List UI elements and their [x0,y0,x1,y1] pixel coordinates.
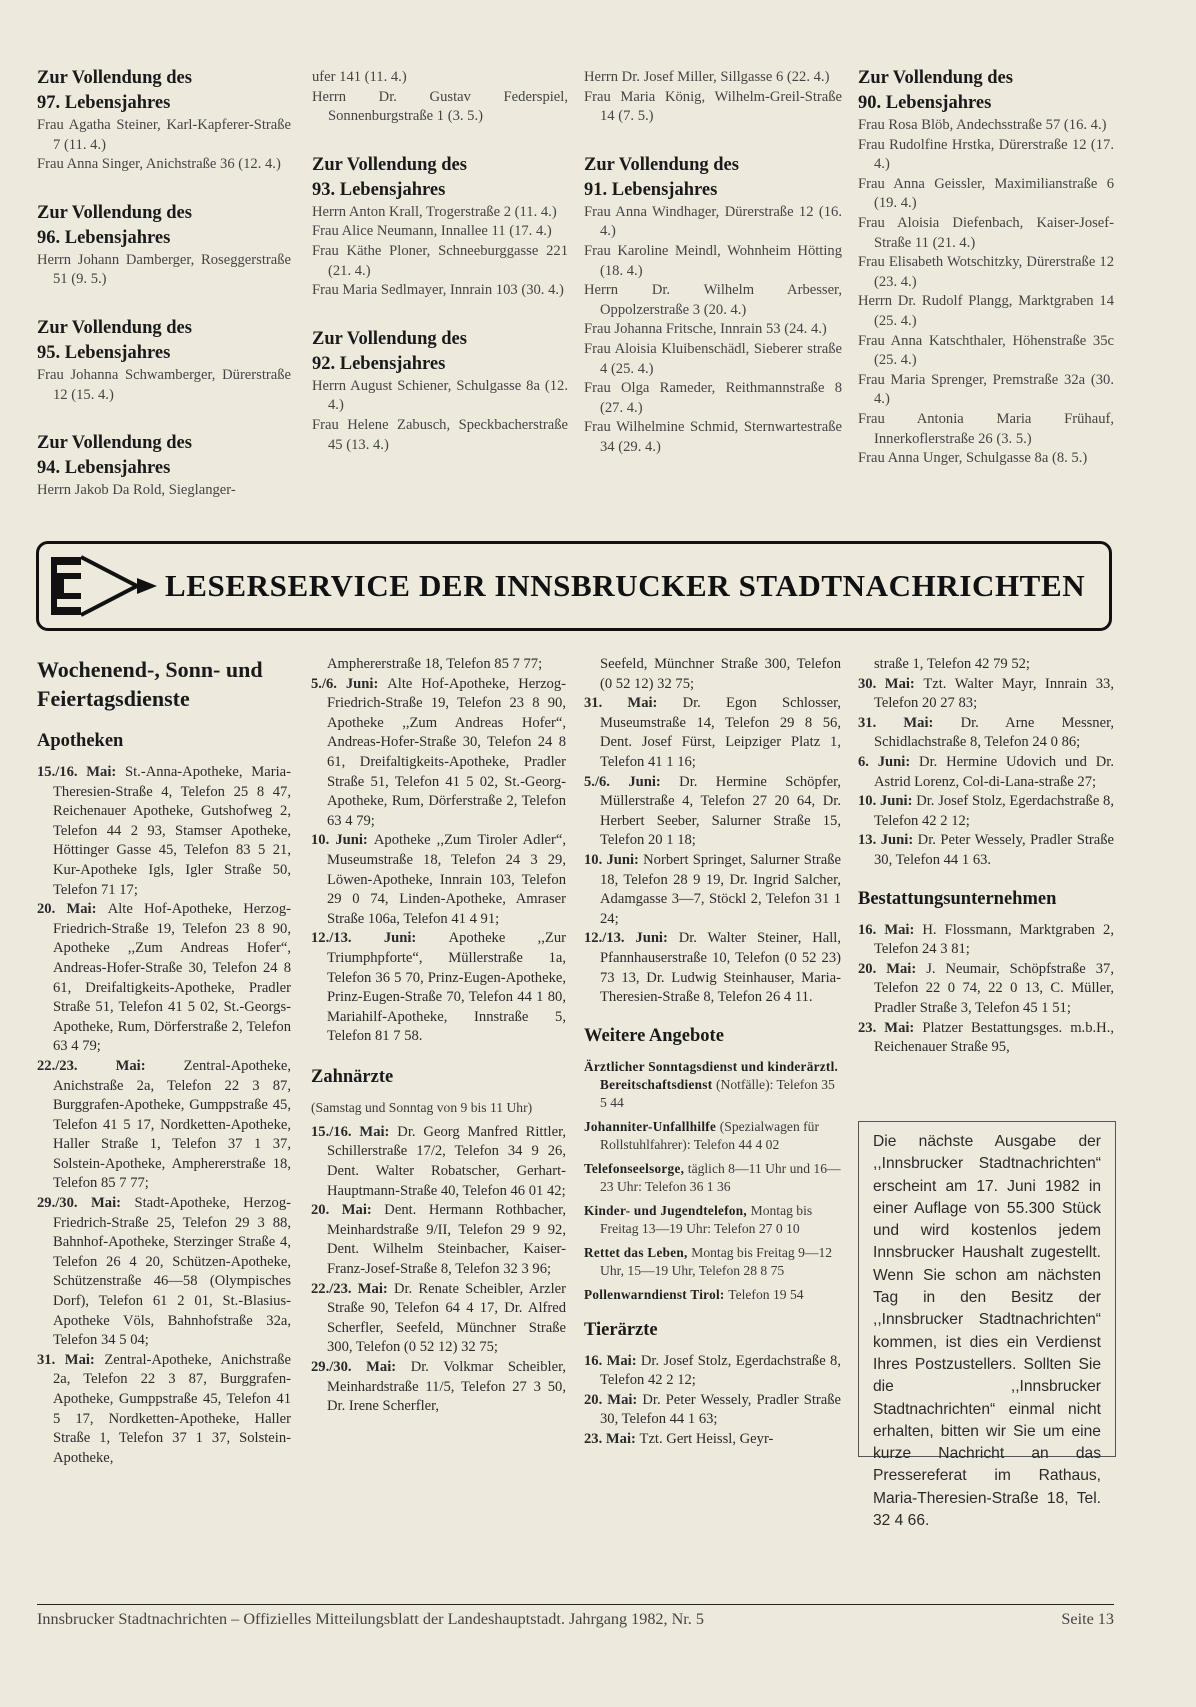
service-entry [584,655,841,694]
bestattung-heading: Bestattungsunternehmen [858,888,1057,909]
service-entry-date: 10. Juni: [584,851,644,868]
birthday-entry: Herrn Dr. Josef Miller, Sillgasse 6 (22. 4.) [584,69,830,85]
birthday-section [584,68,842,127]
weitere-angebote-heading: Weitere Angebote [584,1025,724,1046]
birthday-section [312,153,568,301]
service-entry [858,714,1114,753]
service-entry-text: Apotheke ,,Zum Tiroler Adler“, Museumstraße 18, Telefon 24 3 29, Löwen-Apotheke, Innrain 103, Telefon 29 0 74, Linden-Apotheke, Amraser Straße 106a, Telefon 41 4 91; [327,832,566,927]
birthday-entry: ufer 141 (11. 4.) [312,69,407,85]
weitere-angebot-text: (Notfälle): Telefon 35 5 44 [600,1076,835,1110]
birthday-entry: Herrn Anton Krall, Trogerstraße 2 (11. 4.) [312,203,557,220]
weitere-angebot-title: Ärztlicher Sonntagsdienst und kinderärztl. Bereitschaftsdienst [584,1058,839,1092]
service-entry [584,773,841,851]
service-entry-text: Norbert Springet, Salurner Straße 18, Telefon 28 9 19, Dr. Ingrid Salcher, Adamgasse 3—7, Stöckl 2, Telefon 31 1 24; [600,851,842,927]
next-issue-info-box: Die nächste Ausgabe der ,,Innsbrucker Stadtnachrichten“ erscheint am 17. Juni 1982 in einer Auflage von 55.300 Stück und wird kostenlos jedem Innsbrucker Haushalt zugestellt. Wenn Sie schon am nächsten Tag in den Besitz der ,,Innsbrucker Stadtnachrichten“ kommen, ist dies ein Verdienst Ihres Postzustellers. Sollten Sie die ,,Innsbrucker Stadtnachrichten“ einmal nicht erhalten, bitten wir Sie um eine kurze Nachricht an das Pressereferat im Rathaus, Maria-Theresien-Straße 18, Tel. 32 4 66. [858,1121,1116,1457]
service-entry [584,1391,841,1430]
service-entry [858,960,1114,1019]
service-entry [584,929,841,1007]
birthday-section-title: Zur Vollendung des 92. Lebensjahres [312,328,467,374]
weitere-angebot-title: Telefonseelsorge, [584,1160,688,1176]
birthday-entry: Frau Anna Unger, Schulgasse 8a (8. 5.) [858,450,1088,467]
service-entry-date: 20. Mai: [584,1391,643,1408]
birthday-entry: Herrn Dr. Wilhelm Arbesser, Oppolzerstraße 3 (20. 4.) [584,282,842,318]
birthday-entry: Frau Maria König, Wilhelm-Greil-Straße 14 (7. 5.) [584,88,842,125]
zahnaerzte-list-2 [584,655,841,1008]
service-entry-date: 6. Juni: [858,753,920,770]
weitere-angebot-entry [584,1160,841,1196]
service-entry-text: Dr. Arne Messner, Schidlachstraße 8, Telefon 24 0 86; [874,714,1115,751]
service-entry [584,694,841,772]
service-entry-date: 31. Mai: [858,714,961,731]
tieraerzte-list-1 [584,1352,841,1450]
weitere-angebot-text: täglich 8—11 Uhr und 16—23 Uhr: Telefon 36 1 36 [600,1160,841,1194]
birthday-section-title: Zur Vollendung des 90. Lebensjahres [858,68,1013,113]
service-entry-date: 22./23. Mai: [311,1280,394,1297]
birthday-column-4 [858,66,1114,469]
birthday-entry: Frau Anna Geissler, Maximilianstraße 6 (19. 4.) [858,175,1114,212]
services-column-3 [584,655,841,1450]
birthday-section [312,327,568,455]
service-entry [311,655,566,675]
birthday-column-2 [312,68,568,455]
service-entry-text: Dr. Hermine Schöpfer, Müllerstraße 4, Telefon 27 20 64, Dr. Herbert Seeber, Salurner Straße 15, Telefon 20 1 18; [600,773,841,849]
services-column-2 [311,655,566,1417]
birthday-section [37,316,291,405]
weitere-angebot-text: Montag bis Freitag 13—19 Uhr: Telefon 27 0 10 [600,1202,813,1236]
service-entry-date: 29./30. Mai: [37,1195,135,1212]
birthday-section-title: Zur Vollendung des 91. Lebensjahres [584,154,739,200]
birthday-entry: Frau Alice Neumann, Innallee 11 (17. 4.) [312,223,552,240]
weitere-angebot-text: Montag bis Freitag 9—12 Uhr, 15—19 Uhr, Telefon 28 8 75 [600,1244,833,1278]
service-entry-text: Dr. Georg Manfred Rittler, Schillerstraße 17/2, Telefon 34 9 26, Dent. Walter Robatscher, Gerhart-Hauptmann-Straße 40, Telefon 46 01 42; [327,1123,566,1199]
service-entry-text: Dr. Volkmar Scheibler, Meinhardstraße 11/5, Telefon 27 3 50, Dr. Irene Scherfler, [327,1359,566,1415]
service-entry [311,929,566,1047]
birthday-entry: Frau Maria Sedlmayer, Innrain 103 (30. 4.) [312,282,564,299]
footer-page-number: Seite 13 [1061,1610,1114,1628]
birthday-entry: Frau Olga Rameder, Reithmannstraße 8 (27. 4.) [584,380,842,416]
service-entry-date: 22./23. Mai: [37,1057,184,1074]
banner-title: LESERSERVICE DER INNSBRUCKER STADTNACHRICHTEN [165,568,1086,603]
weitere-angebot-title: Johanniter-Unfallhilfe [584,1118,720,1134]
service-entry-text: Tzt. Gert Heissl, Geyr- [639,1431,774,1448]
service-entry-text: Dr. Peter Wessely, Pradler Straße 30, Telefon 44 1 63; [600,1391,842,1428]
leserservice-banner [36,541,1112,631]
service-entry [858,792,1114,831]
service-entry [37,900,291,1057]
service-entry [858,655,1114,675]
service-entry [858,831,1114,870]
birthday-section [584,153,842,458]
service-entry-text: Dent. Hermann Rothbacher, Meinhardstraße 9/II, Telefon 29 9 92, Dent. Wilhelm Steinbacher, Kaiser-Franz-Josef-Straße 8, Telefon 32 3 96; [327,1202,566,1278]
birthday-entry: Herrn Dr. Gustav Federspiel, Sonnenburgstraße 1 (3. 5.) [312,88,568,125]
birthday-entry: Frau Anna Singer, Anichstraße 36 (12. 4.) [37,156,281,173]
service-entry-text: Dr. Peter Wessely, Pradler Straße 30, Telefon 44 1 63. [874,832,1114,868]
service-entry [37,1351,291,1469]
weitere-angebot-text: Telefon 19 54 [728,1286,804,1302]
service-entry [37,763,291,900]
service-entry [584,1352,841,1391]
service-entry [311,1123,566,1201]
birthday-section [37,431,291,501]
service-entry-text: Amphererstraße 18, Telefon 85 7 77; [327,656,543,672]
weitere-angebot-entry [584,1202,841,1238]
birthday-entry: Herrn August Schiener, Schulgasse 8a (12. 4.) [312,377,568,414]
birthday-entry: Frau Wilhelmine Schmid, Sternwartestraße 34 (29. 4.) [584,419,842,455]
birthday-entry: Frau Antonia Maria Frühauf, Innerkoflerstraße 26 (3. 5.) [858,410,1114,447]
weitere-angebot-title: Kinder- und Jugendtelefon, [584,1202,751,1218]
service-entry-date: 5./6. Juni: [311,675,388,692]
service-entry [311,1280,566,1358]
service-entry-text: Tzt. Walter Mayr, Innrain 33, Telefon 20 27 83; [874,675,1114,712]
birthday-column-3 [584,68,842,458]
service-entry-date: 10. Juni: [311,832,374,849]
service-entry [311,1358,566,1417]
service-entry-date: 5./6. Juni: [584,773,680,790]
apotheken-heading: Apotheken [37,731,124,751]
tieraerzte-list-2 [858,655,1114,871]
birthday-section [37,201,291,290]
birthday-entry: Frau Maria Sprenger, Premstraße 32a (30. 4.) [858,371,1114,408]
service-entry [858,753,1114,792]
service-entry-date: 31. Mai: [37,1351,105,1368]
birthday-entry: Frau Rudolfine Hrstka, Dürerstraße 12 (17. 4.) [858,136,1114,173]
birthday-entry: Frau Käthe Ploner, Schneeburggasse 221 (21. 4.) [312,242,568,279]
birthday-section-title: Zur Vollendung des 95. Lebensjahres [37,317,192,363]
service-entry-date: 31. Mai: [584,695,683,712]
birthday-entry: Frau Rosa Blöb, Andechsstraße 57 (16. 4.) [858,117,1107,133]
service-entry-text: Dr. Josef Stolz, Egerdachstraße 8, Telefon 42 2 12; [600,1352,841,1389]
service-entry-date: 12./13. Juni: [584,930,679,947]
service-entry-text: Apotheke ,,Zur Triumphpforte“, Müllerstraße 1a, Telefon 36 5 70, Prinz-Eugen-Apotheke, Prinz-Eugen-Straße 70, Telefon 44 1 80, Mariahilf-Apotheke, Innstraße 5, Telefon 81 7 58. [327,930,566,1045]
service-entry-date: 20. Mai: [858,960,927,977]
service-entry-date: 20. Mai: [311,1202,385,1219]
birthday-entry: Frau Elisabeth Wotschitzky, Dürerstraße 12 (23. 4.) [858,254,1114,290]
service-entry-date: 12./13. Juni: [311,930,449,947]
birthday-entry: Herrn Jakob Da Rold, Sieglanger- [37,482,236,499]
services-column-4 [858,655,1114,1058]
birthday-entry: Frau Johanna Schwamberger, Dürerstraße 12 (15. 4.) [37,366,291,403]
birthday-entry: Frau Karoline Meindl, Wohnheim Hötting (18. 4.) [584,242,842,279]
tieraerzte-heading: Tierärzte [584,1319,658,1340]
service-entry [584,851,841,929]
zahnaerzte-list-1 [311,1123,566,1417]
zahnaerzte-note: (Samstag und Sonntag von 9 bis 11 Uhr) [311,1099,533,1115]
stadtnachrichten-logo-icon [45,549,163,623]
birthday-entry: Frau Agatha Steiner, Karl-Kapferer-Straße 7 (11. 4.) [37,117,291,153]
birthday-column-1 [37,66,291,501]
service-entry-text: Dr. Josef Stolz, Egerdachstraße 8, Telefon 42 2 12; [874,793,1114,829]
service-entry-text: Seefeld, Münchner Straße 300, Telefon (0 52 12) 32 75; [600,656,841,692]
birthday-entry: Frau Aloisia Kluibenschädl, Sieberer straße 4 (25. 4.) [584,340,842,377]
service-entry-text: Zentral-Apotheke, Anichstraße 2a, Telefon 22 3 87, Burggrafen-Apotheke, Gumppstraße 45, Telefon 41 5 17, Nordketten-Apotheke, Haller Straße 1, Telefon 37 1 37, Solstein-Apotheke, [53,1351,292,1466]
birthday-entry: Frau Johanna Fritsche, Innrain 53 (24. 4.) [584,321,827,338]
service-entry-text: J. Neumair, Schöpfstraße 37, Telefon 22 0 74, 22 0 13, C. Müller, Pradler Straße 3, Telefon 45 1 51; [874,960,1114,1016]
service-entry [584,1430,841,1450]
birthday-entry: Herrn Johann Damberger, Roseggerstraße 51 (9. 5.) [37,251,291,288]
service-entry-date: 20. Mai: [37,901,108,918]
service-entry-text: H. Flossmann, Marktgraben 2, Telefon 24 3 81; [874,921,1114,958]
service-entry-text: Dr. Egon Schlosser, Museumstraße 14, Telefon 29 8 56, Dent. Josef Fürst, Leipziger Platz 1, Telefon 41 1 16; [600,695,841,770]
birthday-section [312,68,568,127]
weitere-angebot-entry [584,1244,841,1280]
service-entry-text: Alte Hof-Apotheke, Herzog-Friedrich-Straße 19, Telefon 23 8 90, Apotheke ,,Zum Andreas Hofer“, Andreas-Hofer-Straße 30, Telefon 24 8 61, Dreifaltigkeits-Apotheke, Pradler Straße 51, Telefon 41 5 02, St.-Georg-Apotheke, Rum, Dörferstraße 2, Telefon 63 4 79; [327,675,567,829]
weitere-angebot-entry [584,1058,841,1112]
service-entry [858,921,1114,960]
service-entry [311,675,566,832]
birthday-entry: Frau Anna Katschthaler, Höhenstraße 35c (25. 4.) [858,332,1114,369]
birthday-section [37,66,291,175]
service-entry-date: 16. Mai: [584,1352,641,1369]
weitere-angebote-list [584,1058,841,1304]
service-entry [858,1019,1114,1058]
weitere-angebot-title: Rettet das Leben, [584,1244,692,1260]
service-entry-text: straße 1, Telefon 42 79 52; [874,656,1030,672]
service-entry [311,1201,566,1279]
service-entry-date: 13. Juni: [858,832,918,849]
birthday-section-title: Zur Vollendung des 96. Lebensjahres [37,202,192,248]
birthday-entry: Frau Anna Windhager, Dürerstraße 12 (16. 4.) [584,203,842,240]
services-column-1 [37,655,291,1468]
footer-publication: Innsbrucker Stadtnachrichten – Offizielles Mitteilungsblatt der Landeshauptstadt. Jahrgang 1982, Nr. 5 [37,1610,704,1628]
service-entry-text: Dr. Walter Steiner, Hall, Pfannhauserstraße 10, Telefon (0 52 23) 73 13, Dr. Ludwig Steinhauser, Maria-Theresien-Straße 8, Telefon 26 4 11. [600,930,841,1006]
page-footer [37,1604,1114,1629]
service-entry [37,1057,291,1194]
service-entry-date: 29./30. Mai: [311,1359,411,1375]
apotheken-list-1 [37,763,291,1468]
birthday-section [858,66,1114,469]
service-entry-text: Dr. Renate Scheibler, Arzler Straße 90, Telefon 64 4 17, Dr. Alfred Scherfler, Seefeld, Münchner Straße 300, Telefon (0 52 12) 32 75; [327,1280,566,1356]
service-entry-text: Alte Hof-Apotheke, Herzog-Friedrich-Straße 19, Telefon 23 8 90, Apotheke ,,Zum Andreas Hofer“, Andreas-Hofer-Straße 30, Telefon 24 8 61, Dreifaltigkeits-Apotheke, Pradler Straße 51, Telefon 41 5 02, St.-Georgs-Apotheke, Rum, Dörferstraße 2, Telefon 63 4 79; [53,901,292,1055]
service-entry-date: 15./16. Mai: [311,1123,398,1140]
service-entry-text: St.-Anna-Apotheke, Maria-Theresien-Straße 4, Telefon 25 8 47, Reichenauer Apotheke, Gutshofweg 2, Telefon 44 2 93, Stamser Apotheke, Höttinger Gasse 45, Telefon 83 5 21, Kur-Apotheke Igls, Igler Straße 50, Telefon 71 17; [53,764,291,898]
service-entry-date: 23. Mai: [858,1019,923,1036]
zahnaerzte-heading: Zahnärzte [311,1066,394,1087]
service-entry [858,675,1114,714]
birthday-entry: Frau Aloisia Diefenbach, Kaiser-Josef-Straße 11 (21. 4.) [858,214,1114,251]
service-entry-date: 23. Mai: [584,1431,640,1448]
service-entry [311,831,566,929]
service-entry-text: Dr. Hermine Udovich und Dr. Astrid Lorenz, Col-di-Lana-straße 27; [874,753,1114,790]
birthday-entry: Herrn Dr. Rudolf Plangg, Marktgraben 14 (25. 4.) [858,293,1114,329]
service-entry [37,1194,291,1351]
service-entry-date: 30. Mai: [858,675,924,692]
apotheken-list-2 [311,655,566,1047]
weitere-angebot-entry [584,1286,841,1304]
service-entry-date: 10. Juni: [858,793,917,810]
services-heading: Wochenend-, Sonn- und Feiertagsdienste [37,657,263,711]
service-entry-text: Stadt-Apotheke, Herzog-Friedrich-Straße 25, Telefon 29 3 88, Bahnhof-Apotheke, Sterzinger Straße 4, Telefon 26 4 20, Schützen-Apotheke, Schützenstraße 46—58 (Olympisches Dorf), Telefon 61 2 01, St.-Blasius-Apotheke Völs, Bahnhofstraße 32a, Telefon 34 5 04; [53,1195,291,1349]
birthday-entry: Frau Helene Zabusch, Speckbacherstraße 45 (13. 4.) [312,416,568,453]
weitere-angebot-title: Pollenwarndienst Tirol: [584,1286,729,1302]
weitere-angebot-entry [584,1118,841,1154]
service-entry-text: Platzer Bestattungsges. m.b.H., Reichenauer Straße 95, [874,1019,1114,1056]
birthday-section-title: Zur Vollendung des 94. Lebensjahres [37,433,192,479]
bestattung-list [858,921,1114,1058]
weitere-angebot-text: (Spezialwagen für Rollstuhlfahrer): Telefon 44 4 02 [600,1118,819,1152]
birthday-section-title: Zur Vollendung des 97. Lebensjahres [37,68,192,113]
service-entry-date: 16. Mai: [858,921,923,938]
service-entry-text: Zentral-Apotheke, Anichstraße 2a, Telefon 22 3 87, Burggrafen-Apotheke, Gumppstraße 45, Telefon 41 5 17, Nordketten-Apotheke, Haller Straße 1, Telefon 37 1 37, Solstein-Apotheke, Amphererstraße 18, Telefon 85 7 77; [53,1057,291,1192]
service-entry-date: 15./16. Mai: [37,764,126,780]
birthday-section-title: Zur Vollendung des 93. Lebensjahres [312,154,467,200]
